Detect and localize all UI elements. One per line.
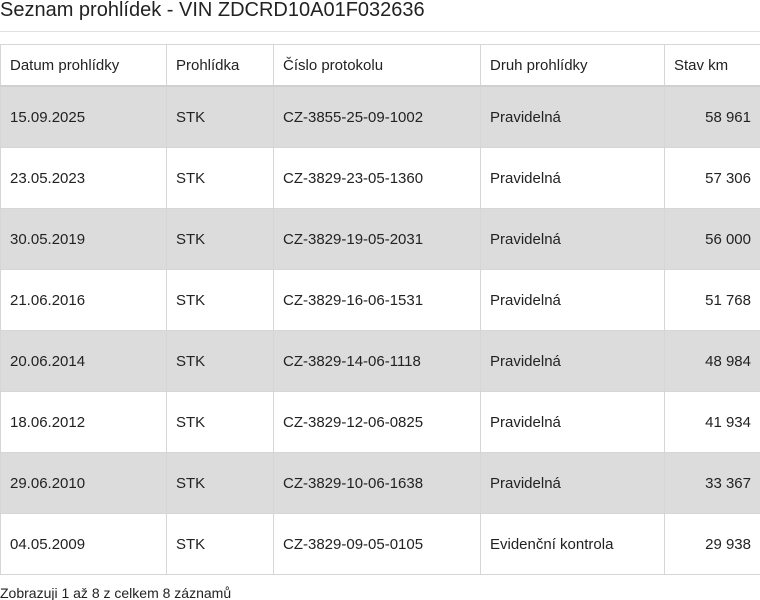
table-row [1,148,760,209]
column-header-mileage[interactable]: Stav km [665,45,760,87]
cell-inspection-type: Pravidelná [481,270,665,331]
cell-protocol-number: CZ-3829-12-06-0825 [274,392,481,453]
cell-mileage: 48 984 [665,331,760,392]
cell-inspection-type: Pravidelná [481,453,665,514]
cell-inspection: STK [167,270,274,331]
cell-inspection-type: Evidenční kontrola [481,514,665,575]
page-title: Seznam prohlídek - VIN ZDCRD10A01F032636 [0,0,425,21]
cell-inspection: STK [167,392,274,453]
cell-date: 29.06.2010 [1,453,167,514]
cell-inspection: STK [167,514,274,575]
table-row [1,209,760,270]
title-divider [0,31,760,32]
cell-date: 21.06.2016 [1,270,167,331]
cell-date: 30.05.2019 [1,209,167,270]
cell-protocol-number: CZ-3829-09-05-0105 [274,514,481,575]
cell-mileage: 56 000 [665,209,760,270]
cell-mileage: 29 938 [665,514,760,575]
cell-inspection-type: Pravidelná [481,148,665,209]
cell-protocol-number: CZ-3855-25-09-1002 [274,86,481,148]
cell-inspection-type: Pravidelná [481,392,665,453]
cell-date: 20.06.2014 [1,331,167,392]
cell-mileage: 57 306 [665,148,760,209]
cell-inspection-type: Pravidelná [481,86,665,148]
inspections-table [0,44,760,575]
cell-protocol-number: CZ-3829-14-06-1118 [274,331,481,392]
table-info-text: Zobrazuji 1 až 8 z celkem 8 záznamů [0,585,232,600]
cell-protocol-number: CZ-3829-19-05-2031 [274,209,481,270]
table-row [1,86,760,148]
cell-protocol-number: CZ-3829-23-05-1360 [274,148,481,209]
column-header-date[interactable]: Datum prohlídky [1,45,167,87]
cell-inspection: STK [167,453,274,514]
cell-date: 23.05.2023 [1,148,167,209]
table-row [1,392,760,453]
cell-inspection: STK [167,209,274,270]
cell-mileage: 58 961 [665,86,760,148]
cell-date: 15.09.2025 [1,86,167,148]
cell-date: 18.06.2012 [1,392,167,453]
column-header-inspection[interactable]: Prohlídka [167,45,274,87]
cell-inspection: STK [167,331,274,392]
cell-inspection: STK [167,148,274,209]
table-row [1,331,760,392]
cell-inspection-type: Pravidelná [481,209,665,270]
cell-date: 04.05.2009 [1,514,167,575]
cell-mileage: 33 367 [665,453,760,514]
column-header-inspection-type[interactable]: Druh prohlídky [481,45,665,87]
cell-inspection: STK [167,86,274,148]
table-row [1,270,760,331]
cell-protocol-number: CZ-3829-16-06-1531 [274,270,481,331]
cell-mileage: 41 934 [665,392,760,453]
table-row [1,514,760,575]
table-row [1,453,760,514]
cell-mileage: 51 768 [665,270,760,331]
cell-inspection-type: Pravidelná [481,331,665,392]
column-header-protocol-number[interactable]: Číslo protokolu [274,45,481,87]
table-header-row [1,45,760,87]
cell-protocol-number: CZ-3829-10-06-1638 [274,453,481,514]
